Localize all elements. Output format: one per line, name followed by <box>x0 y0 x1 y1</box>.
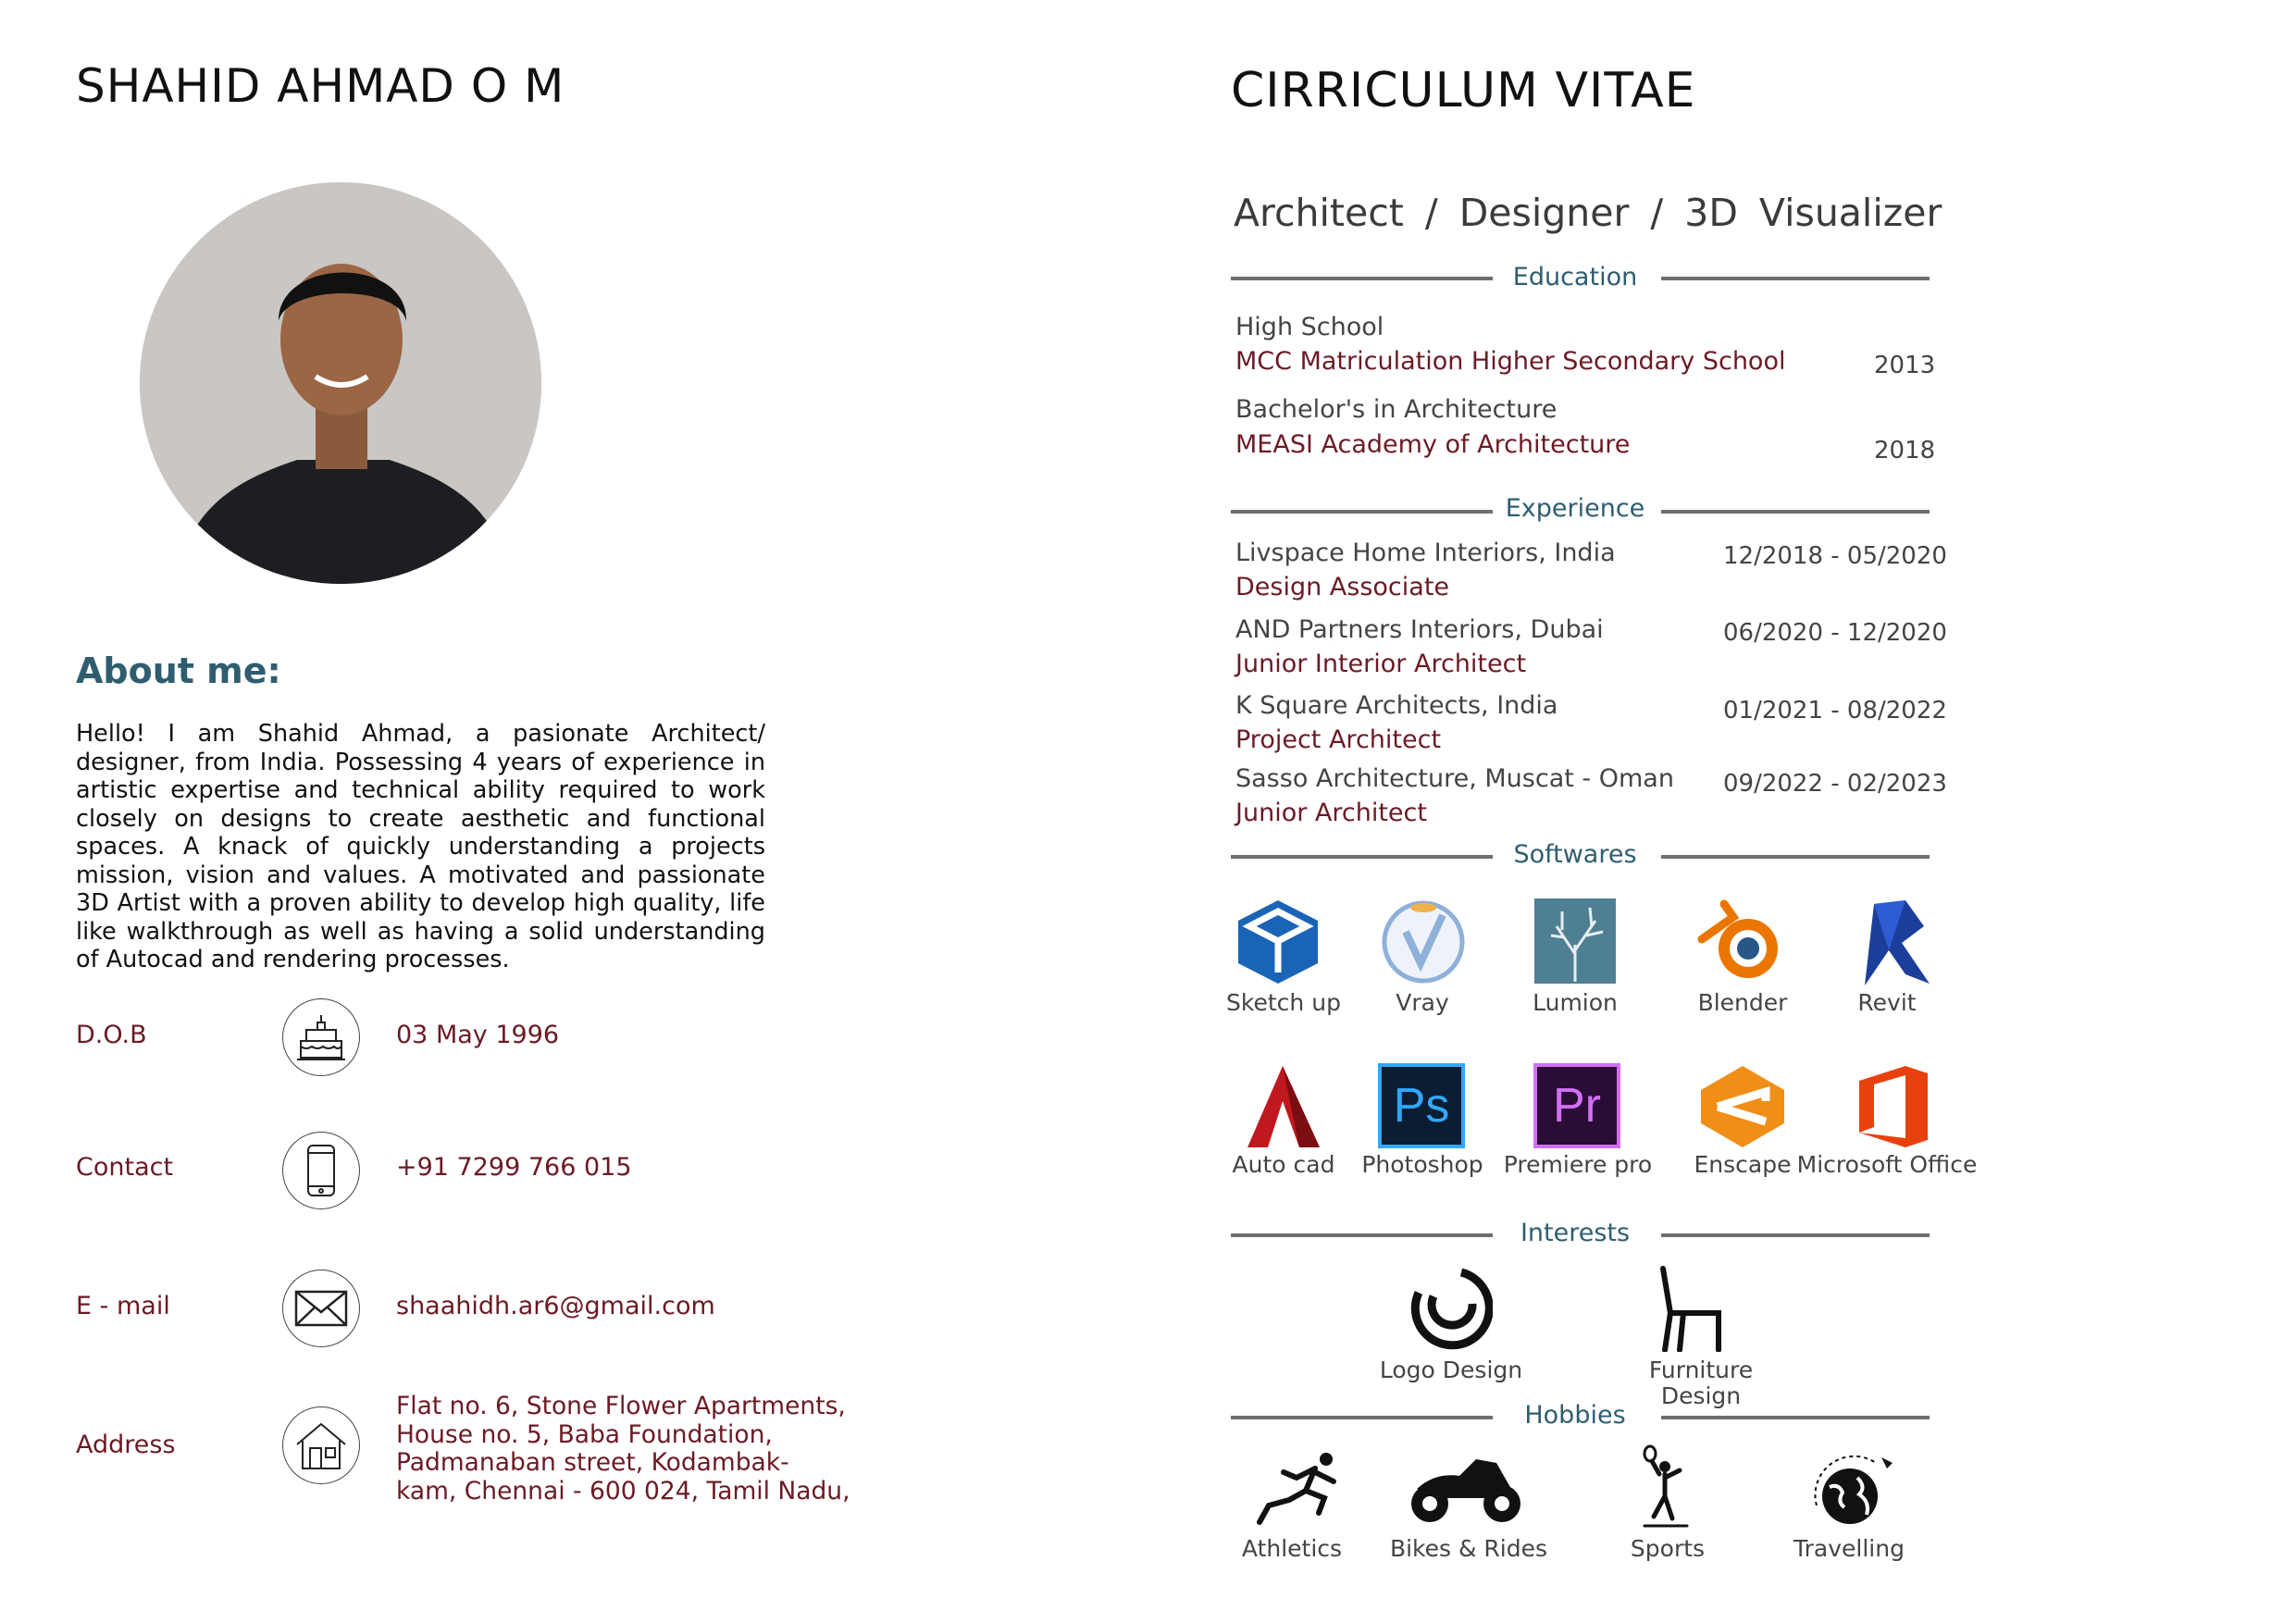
runner-icon <box>1255 1449 1344 1527</box>
address-line: Padmanaban street, Kodambak- <box>396 1448 789 1477</box>
experience-role: Design Associate <box>1235 573 1450 601</box>
office-icon <box>1856 1063 1930 1150</box>
home-icon <box>282 1406 360 1484</box>
education-level: High School <box>1235 313 1384 341</box>
experience-heading: Experience <box>1505 494 1645 523</box>
experience-period: 12/2018 - 05/2020 <box>1723 542 1947 570</box>
software-label: Photoshop <box>1361 1151 1483 1178</box>
email-value[interactable]: shaahidh.ar6@gmail.com <box>396 1292 715 1320</box>
mail-icon <box>282 1270 360 1347</box>
interests-heading: Interests <box>1520 1219 1631 1247</box>
experience-period: 01/2021 - 08/2022 <box>1723 697 1947 725</box>
software-label: Microsoft Office <box>1796 1151 1978 1178</box>
software-label: Revit <box>1857 989 1917 1016</box>
enscape-icon <box>1698 1063 1787 1150</box>
interest-label: Furniture Design <box>1648 1357 1754 1409</box>
hobby-label: Sports <box>1630 1535 1706 1562</box>
about-text: Hello! I am Shahid Ahmad, a pasionate Architect/ designer, from India. Possessing 4 years of experience in artistic expertise and technical ability required to work closely on designs to create aesthetic and functional spaces. A knack of quickly understanding a projects mission, vision and values. A motivated and passionate 3D Artist with a proven ability to develop high quality, life like walkthrough as well as having a solid understanding of Autocad and rendering processes. <box>76 720 765 973</box>
logo-design-icon <box>1405 1264 1494 1351</box>
chair-icon <box>1657 1264 1727 1353</box>
experience-period: 06/2020 - 12/2020 <box>1723 619 1947 647</box>
roles-line: Architect / Designer / 3D Visualizer <box>1234 191 1942 235</box>
section-rule <box>1661 1233 1930 1237</box>
software-label: Vray <box>1396 989 1449 1016</box>
email-label: E - mail <box>76 1292 170 1320</box>
experience-company: AND Partners Interiors, Dubai <box>1235 615 1604 644</box>
sketchup-icon <box>1235 898 1321 986</box>
education-heading: Education <box>1512 263 1638 291</box>
motorbike-icon <box>1407 1451 1525 1525</box>
globe-plane-icon <box>1801 1449 1903 1529</box>
software-label: Auto cad <box>1232 1151 1335 1178</box>
experience-role: Junior Interior Architect <box>1235 650 1527 678</box>
software-label: Premiere pro <box>1503 1151 1653 1178</box>
phone-icon <box>282 1132 360 1209</box>
experience-company: Livspace Home Interiors, India <box>1235 539 1616 567</box>
experience-company: Sasso Architecture, Muscat - Oman <box>1235 764 1674 793</box>
address-line: kam, Chennai - 600 024, Tamil Nadu, <box>396 1476 850 1505</box>
address-label: Address <box>76 1431 176 1459</box>
address-value <box>396 1393 850 1505</box>
section-rule <box>1231 510 1493 514</box>
photoshop-icon: Ps <box>1378 1063 1465 1148</box>
lumion-icon <box>1533 898 1617 985</box>
hobbies-heading: Hobbies <box>1524 1401 1626 1430</box>
vray-icon <box>1379 898 1468 986</box>
address-line: Flat no. 6, Stone Flower Apartments, <box>396 1392 846 1420</box>
software-label: Lumion <box>1533 989 1618 1016</box>
software-label: Blender <box>1697 989 1788 1016</box>
dob-label: D.O.B <box>76 1021 147 1049</box>
education-year: 2013 <box>1874 352 1936 379</box>
candidate-name: SHAHID AHMAD O M <box>76 59 565 113</box>
phone-value[interactable]: +91 7299 766 015 <box>396 1153 632 1182</box>
education-institution: MCC Matriculation Higher Secondary School <box>1235 347 1786 376</box>
revit-icon <box>1855 898 1932 986</box>
autocad-icon <box>1245 1063 1322 1150</box>
hobby-label: Travelling <box>1793 1535 1905 1562</box>
experience-period: 09/2022 - 02/2023 <box>1723 770 1947 798</box>
profile-photo <box>140 182 541 584</box>
address-line: House no. 5, Baba Foundation, <box>396 1419 773 1449</box>
section-rule <box>1231 1233 1493 1237</box>
section-rule <box>1231 1416 1493 1419</box>
interest-label: Logo Design <box>1379 1357 1523 1383</box>
contact-label: Contact <box>76 1153 174 1182</box>
experience-role: Junior Architect <box>1235 799 1427 827</box>
experience-role: Project Architect <box>1235 725 1442 754</box>
education-institution: MEASI Academy of Architecture <box>1235 430 1631 459</box>
cake-icon <box>282 998 360 1076</box>
blender-icon <box>1695 898 1788 986</box>
dob-value: 03 May 1996 <box>396 1021 560 1049</box>
section-rule <box>1231 855 1493 859</box>
section-rule <box>1231 277 1493 280</box>
badminton-icon <box>1640 1443 1692 1530</box>
softwares-heading: Softwares <box>1513 840 1637 869</box>
hobby-label: Bikes & Rides <box>1389 1535 1548 1562</box>
education-level: Bachelor's in Architecture <box>1235 395 1558 424</box>
about-heading: About me: <box>76 650 281 691</box>
education-year: 2018 <box>1874 437 1936 465</box>
section-rule <box>1661 510 1930 514</box>
section-rule <box>1661 855 1930 859</box>
software-label: Enscape <box>1694 1151 1792 1178</box>
section-rule <box>1661 1416 1930 1419</box>
cv-title: CIRRICULUM VITAE <box>1231 63 1696 118</box>
hobby-label: Athletics <box>1241 1535 1343 1562</box>
software-label: Sketch up <box>1226 989 1341 1016</box>
experience-company: K Square Architects, India <box>1235 691 1558 720</box>
premiere-icon: Pr <box>1533 1063 1620 1148</box>
section-rule <box>1661 277 1930 280</box>
